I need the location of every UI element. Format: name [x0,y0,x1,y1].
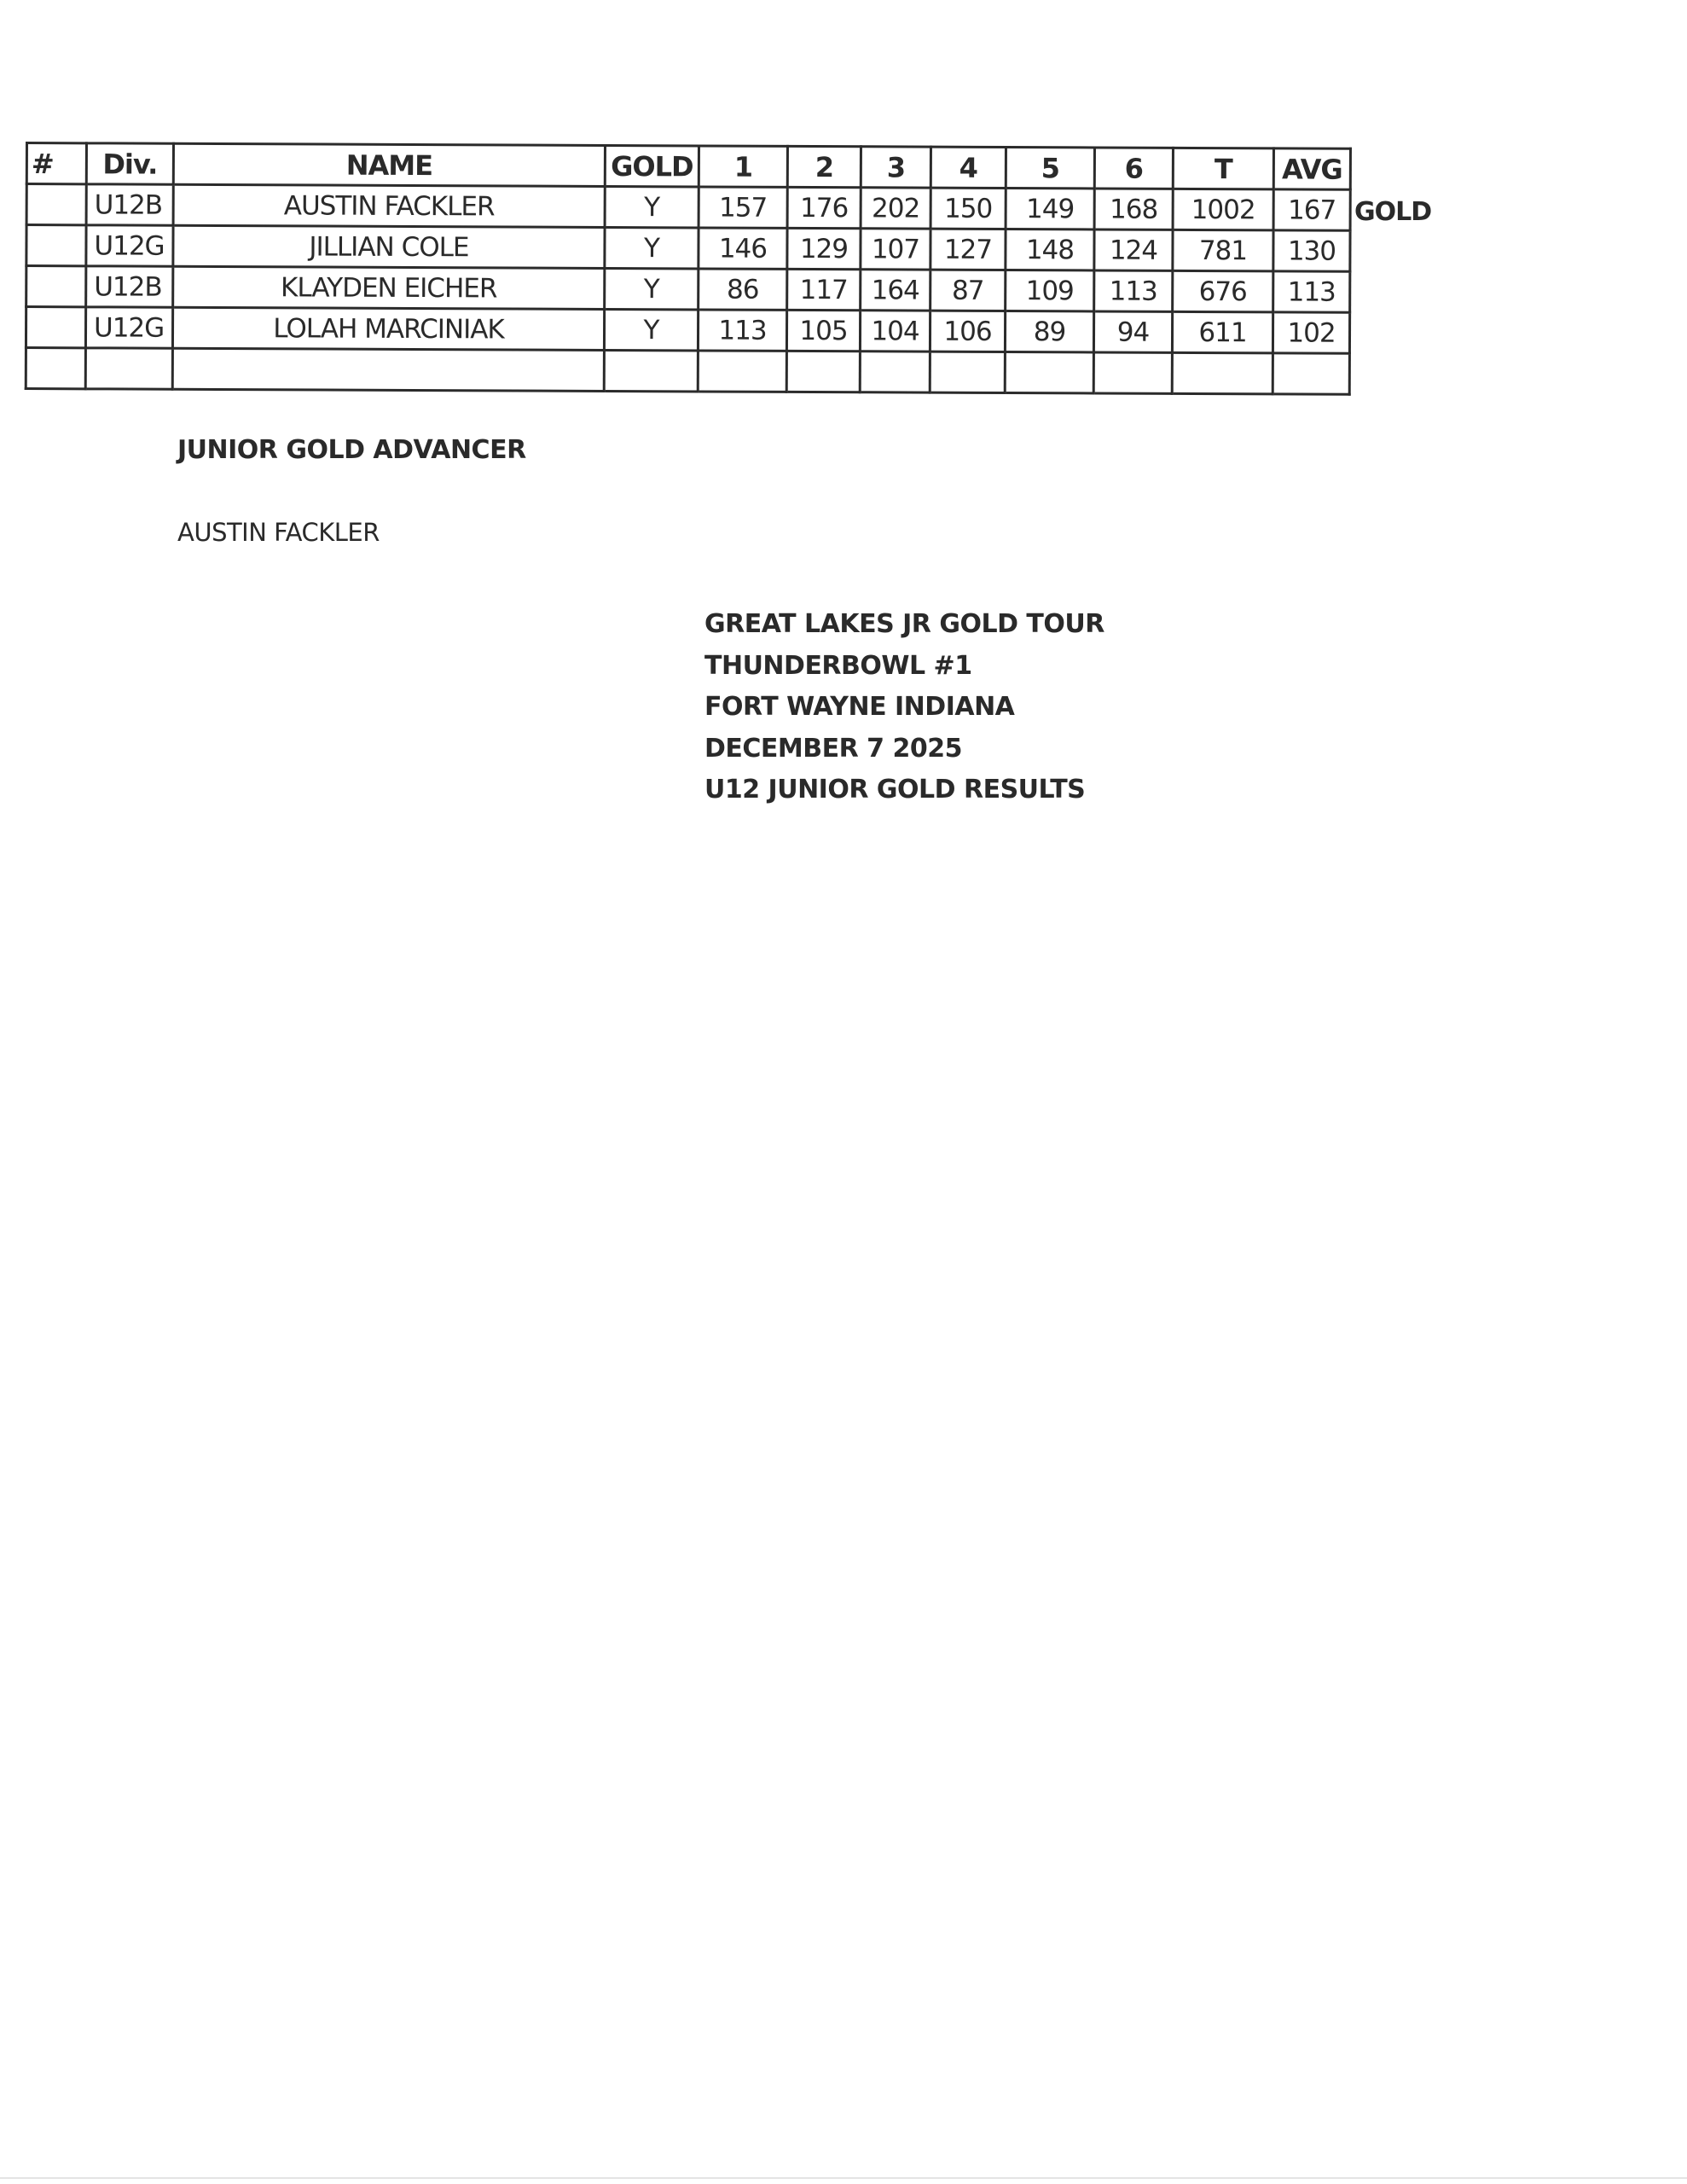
event-date: DECEMBER 7 2025 [704,733,962,764]
cell-game-5: 149 [1006,189,1094,229]
cell-game-4 [930,351,1005,392]
cell-number [26,225,86,266]
cell-game-4: 87 [930,270,1006,311]
cell-total: 1002 [1173,189,1273,230]
cell-game-3: 104 [860,311,930,351]
event-tour-name: GREAT LAKES JR GOLD TOUR [704,609,1104,639]
cell-game-5: 89 [1005,311,1093,352]
cell-game-6: 94 [1093,311,1172,352]
cell-average: 167 [1273,189,1350,230]
cell-number [26,184,86,225]
cell-game-3: 202 [861,188,930,229]
cell-game-6: 168 [1094,189,1173,229]
cell-game-6 [1093,352,1172,393]
col-header-number: # [26,143,86,184]
event-venue: THUNDERBOWL #1 [704,650,972,681]
cell-name: LOLAH MARCINIAK [172,307,604,350]
cell-division [85,348,172,389]
cell-gold: Y [605,268,699,309]
cell-gold: Y [605,186,699,227]
advancer-heading: JUNIOR GOLD ADVANCER [177,435,526,465]
cell-game-1: 113 [698,310,786,351]
event-location: FORT WAYNE INDIANA [704,692,1015,722]
cell-game-1 [698,351,786,392]
cell-game-5: 148 [1006,229,1094,270]
cell-total [1172,352,1272,394]
advancer-name: AUSTIN FACKLER [177,518,380,547]
cell-game-1: 157 [699,187,787,228]
cell-game-1: 86 [699,269,787,310]
cell-name: JILLIAN COLE [173,225,605,268]
gold-qualifier-annotation: GOLD [1354,197,1432,227]
cell-game-6: 124 [1094,229,1173,270]
col-header-average: AVG [1273,148,1350,189]
cell-name [172,348,604,391]
cell-game-6: 113 [1094,270,1173,311]
cell-name: AUSTIN FACKLER [173,184,605,227]
results-table [25,142,1352,396]
cell-game-4: 127 [930,229,1006,270]
table-row [26,184,1350,231]
cell-name: KLAYDEN EICHER [173,266,605,309]
event-results-title: U12 JUNIOR GOLD RESULTS [704,775,1086,804]
cell-game-2: 176 [787,187,861,228]
cell-game-2: 117 [787,269,861,310]
cell-division: U12B [86,184,173,225]
col-header-game-4: 4 [930,147,1006,188]
cell-game-5 [1005,352,1093,393]
cell-division: U12G [86,225,173,266]
cell-average [1272,353,1349,394]
cell-gold: Y [604,309,698,350]
cell-division: U12B [86,266,173,307]
cell-game-3 [860,351,930,392]
col-header-game-3: 3 [861,147,930,188]
table-row [26,266,1350,313]
col-header-game-1: 1 [699,146,787,187]
col-header-game-5: 5 [1006,148,1094,189]
cell-total: 781 [1173,229,1273,271]
cell-average: 102 [1272,312,1349,353]
cell-game-5: 109 [1006,270,1094,311]
cell-average: 113 [1273,271,1350,312]
cell-game-4: 106 [930,311,1005,351]
cell-gold: Y [605,227,699,268]
cell-game-3: 107 [861,229,930,270]
col-header-game-6: 6 [1094,148,1173,189]
cell-average: 130 [1273,230,1350,271]
cell-game-4: 150 [930,188,1006,229]
cell-total: 611 [1172,311,1272,353]
cell-division: U12G [85,307,172,348]
cell-game-2: 105 [786,310,860,351]
col-header-name: NAME [173,143,605,186]
col-header-gold: GOLD [605,145,699,186]
cell-total: 676 [1173,270,1273,312]
table-row-empty [26,348,1349,395]
cell-number [26,348,85,389]
event-info-block [704,604,1104,811]
table-row [26,307,1349,354]
cell-game-3: 164 [861,270,930,311]
cell-game-2 [786,351,860,392]
scan-edge-divider [0,2177,1687,2179]
col-header-division: Div. [86,143,173,184]
cell-number [26,307,85,348]
cell-game-2: 129 [787,228,861,269]
col-header-total: T [1173,148,1273,189]
header-row [26,143,1350,190]
col-header-game-2: 2 [787,146,861,187]
table-row [26,225,1350,272]
cell-number [26,266,86,307]
cell-gold [604,350,698,391]
cell-game-1: 146 [699,228,787,269]
